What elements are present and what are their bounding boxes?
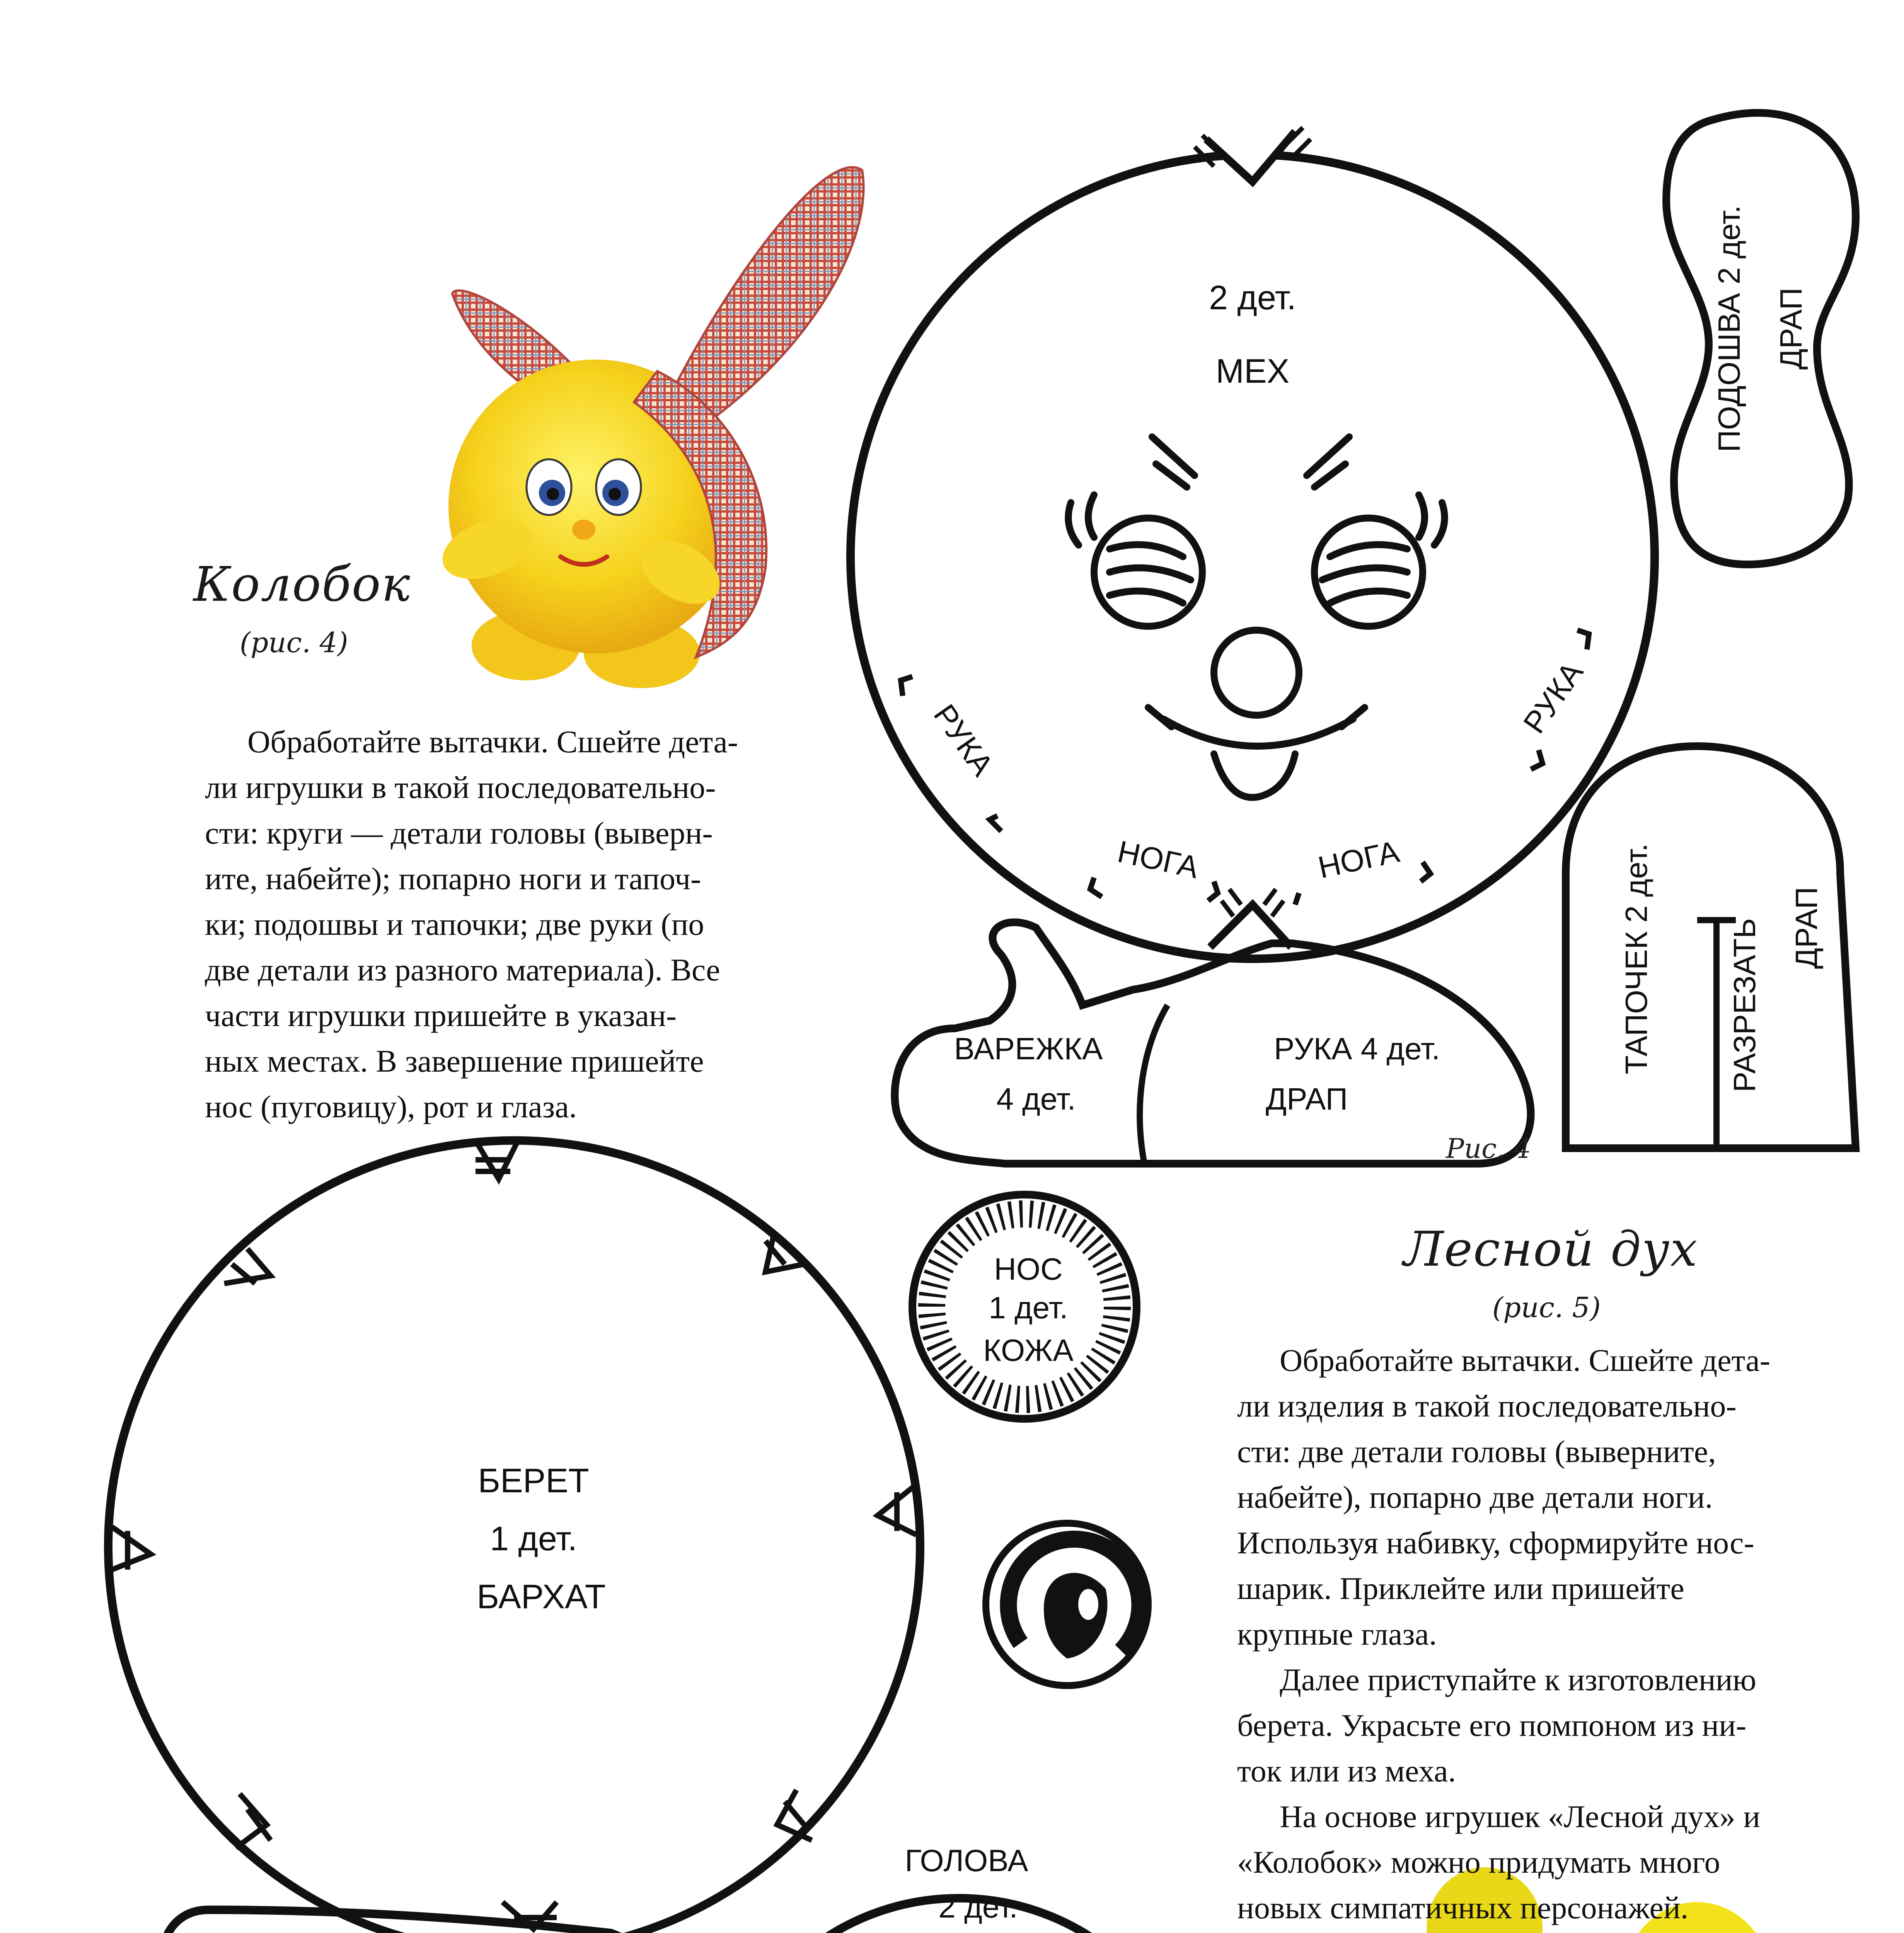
eye-pattern [986, 1523, 1148, 1686]
nose-labels [983, 1252, 1074, 1367]
text-line: Обработайте вытачки. Сшейте дета- [1280, 1343, 1771, 1378]
lesnoy-dukh-title: Лесной дух [1403, 1222, 1698, 1277]
slipper-cut-label: РАЗРЕЗАТЬ [1727, 918, 1762, 1093]
kolobok-toy-illustration [434, 167, 863, 688]
sole-material-label: ДРАП [1774, 287, 1808, 370]
mitten-label: ВАРЕЖКА [954, 1031, 1103, 1066]
lesnoy-dukh-instructions [1237, 1338, 1875, 1931]
beret-count-label: 1 дет. [490, 1519, 577, 1558]
leg-pattern [122, 1910, 719, 1933]
text-line: ток или из меха. [1237, 1753, 1456, 1788]
text-line: На основе игрушек «Лесной дух» и [1280, 1799, 1761, 1834]
text-line: Используя набивку, сформируйте нос- [1237, 1525, 1754, 1560]
hand-material-label: ДРАП [1265, 1082, 1348, 1116]
text-line: сти: круги — детали головы (выверн- [205, 815, 713, 851]
nose-label: НОС [994, 1252, 1063, 1286]
kolobok-subtitle: (рис. 4) [240, 626, 348, 659]
hand-labels [954, 1031, 1440, 1116]
text-line: крупные глаза. [1237, 1616, 1437, 1652]
hand-label: РУКА 4 дет. [1274, 1031, 1440, 1066]
text-line: ли игрушки в такой последовательно- [205, 770, 716, 805]
text-line: новых симпатичных персонажей. [1237, 1890, 1689, 1925]
text-line: ных местах. В завершение пришейте [205, 1043, 704, 1079]
text-line: Обработайте вытачки. Сшейте дета- [247, 724, 738, 759]
text-line: шарик. Приклейте или пришейте [1237, 1571, 1684, 1606]
text-line: берета. Украсьте его помпоном из ни- [1237, 1708, 1747, 1743]
kolobok-face [1068, 437, 1444, 798]
leg-left-label: НОГА [1115, 834, 1202, 885]
slipper-labels [1619, 843, 1824, 1092]
text-line: части игрушки пришейте в указан- [205, 998, 677, 1033]
nose-material-label: КОЖА [983, 1333, 1074, 1367]
slipper-material-label: ДРАП [1789, 886, 1824, 969]
kolobok-title: Колобок [193, 557, 411, 612]
text-line: Далее приступайте к изготовлению [1280, 1662, 1756, 1697]
sole-pattern [1666, 113, 1856, 564]
text-line: ки; подошвы и тапочки; две руки (по [205, 907, 704, 942]
text-line: нос (пуговицу), рот и глаза. [205, 1089, 577, 1124]
mitten-divider [1140, 1005, 1168, 1164]
arm-left-label: РУКА [927, 698, 1001, 782]
nose-count-label: 1 дет. [989, 1290, 1068, 1325]
text-line: набейте), попарно две детали ноги. [1237, 1480, 1713, 1515]
lesnoy-dukh-subtitle: (рис. 5) [1492, 1291, 1601, 1324]
slipper-label: ТАПОЧЕК 2 дет. [1619, 843, 1653, 1074]
beret-labels [477, 1461, 606, 1616]
forest-spirit-head-labels [905, 1843, 1031, 1933]
beret-label: БЕРЕТ [478, 1461, 589, 1500]
sole-labels [1712, 205, 1808, 452]
placement-marks [901, 630, 1589, 905]
kolobok-head-pattern [851, 155, 1655, 959]
text-line: «Колобок» можно придумать много [1237, 1844, 1720, 1880]
sole-label: ПОДОШВА 2 дет. [1712, 205, 1746, 452]
kolobok-instructions [205, 719, 843, 1130]
head-material-label: МЕХ [1215, 352, 1290, 390]
text-line: сти: две детали головы (выверните, [1237, 1434, 1716, 1469]
mitten-count-label: 4 дет. [996, 1082, 1076, 1116]
arm-right-label: РУКА [1516, 655, 1590, 740]
spirit-head-count-label: 2 дет. [938, 1890, 1018, 1924]
head-count-label: 2 дет. [1209, 278, 1296, 317]
leg-right-label: НОГА [1315, 834, 1402, 885]
spirit-head-label: ГОЛОВА [905, 1843, 1028, 1878]
figure-4-caption: Рис. 4 [1446, 1133, 1531, 1164]
text-line: две детали из разного материала). Все [205, 952, 720, 987]
text-line: ли изделия в такой последовательно- [1237, 1388, 1737, 1423]
beret-material-label: БАРХАТ [477, 1577, 606, 1616]
text-line: ите, набейте); попарно ноги и тапоч- [205, 861, 701, 896]
